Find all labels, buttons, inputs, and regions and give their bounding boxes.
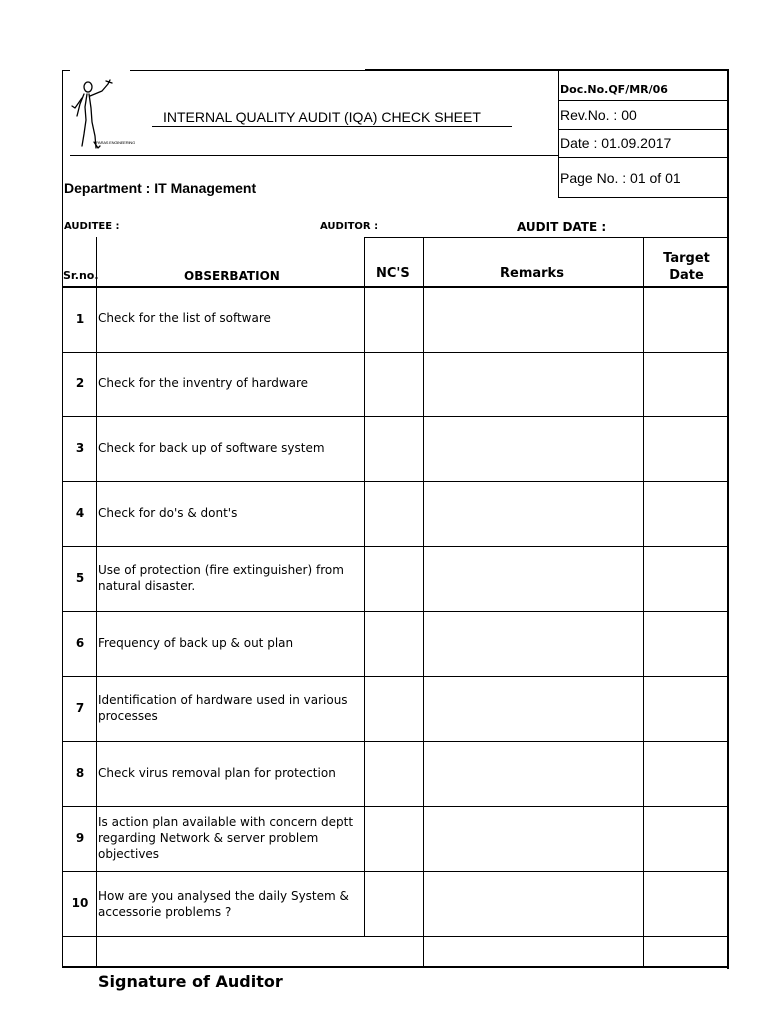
col-divider-observation: [364, 237, 365, 937]
audit-date-label: AUDIT DATE :: [517, 220, 607, 234]
row-observation: Is action plan available with concern deptt regarding Network & server problem objectives: [98, 815, 354, 861]
row-sr-number: 4: [75, 506, 85, 520]
row-line-3: [62, 481, 728, 482]
row-sr-number: 8: [75, 766, 85, 780]
signature-of-auditor: Signature of Auditor: [98, 972, 283, 991]
auditee-label: AUDITEE :: [64, 221, 120, 232]
row-line-9: [62, 871, 728, 872]
date-label: Date: [669, 268, 704, 283]
row-sr-number: 6: [75, 636, 85, 650]
row-observation: How are you analysed the daily System & accessorie problems ?: [98, 889, 349, 919]
row-sr-number: 1: [75, 312, 85, 326]
row-line-7: [62, 741, 728, 742]
col-header-ncs: NC'S: [376, 266, 410, 281]
col-header-remarks: Remarks: [500, 266, 564, 281]
row-sr-number: 7: [75, 701, 85, 715]
row-sr-number: 10: [71, 896, 89, 910]
row-line-8: [62, 806, 728, 807]
row-sr-number: 2: [75, 376, 85, 390]
table-header-top: [364, 237, 728, 238]
row-sr-number: 5: [75, 571, 85, 585]
document-date: Date : 01.09.2017: [560, 135, 672, 151]
row-observation: Check for the list of software: [98, 311, 271, 325]
col-header-target-date: [645, 250, 728, 284]
department-label: Department : IT Management: [64, 180, 257, 196]
col-divider-remarks: [643, 237, 644, 968]
row-line-6: [62, 676, 728, 677]
doc-number: Doc.No.QF/MR/06: [560, 83, 668, 96]
row-line-5: [62, 611, 728, 612]
row-observation: Check for the inventry of hardware: [98, 376, 309, 390]
row-observation: Check for back up of software system: [98, 441, 325, 455]
row-observation: Identification of hardware used in various processes: [98, 693, 348, 723]
target-label: Target: [663, 251, 710, 266]
row-observation: Check for do's & dont's: [98, 506, 238, 520]
row-sr-number: 9: [75, 831, 85, 845]
revision-number: Rev.No. : 00: [560, 107, 637, 123]
document-title: INTERNAL QUALITY AUDIT (IQA) CHECK SHEET: [163, 109, 481, 125]
row-observation: Check virus removal plan for protection: [98, 766, 336, 780]
row-sr-number: 3: [75, 441, 85, 455]
page-number: Page No. : 01 of 01: [560, 170, 681, 186]
row-observation: Use of protection (fire extinguisher) from natural disaster.: [98, 563, 344, 593]
row-observation: Frequency of back up & out plan: [98, 636, 294, 650]
row-line-4: [62, 546, 728, 547]
row-line-2: [62, 416, 728, 417]
col-header-observation: OBSERBATION: [184, 269, 280, 283]
row-line-10: [62, 936, 728, 937]
col-divider-ncs: [423, 237, 424, 968]
auditor-label: AUDITOR :: [320, 221, 379, 232]
row-line-1: [62, 352, 728, 353]
logo-caption: PARAS ENGINEERING: [96, 140, 135, 145]
col-header-srno: Sr.no.: [63, 269, 99, 282]
col-divider-srno: [96, 237, 97, 968]
table-header-bottom: [62, 286, 728, 288]
